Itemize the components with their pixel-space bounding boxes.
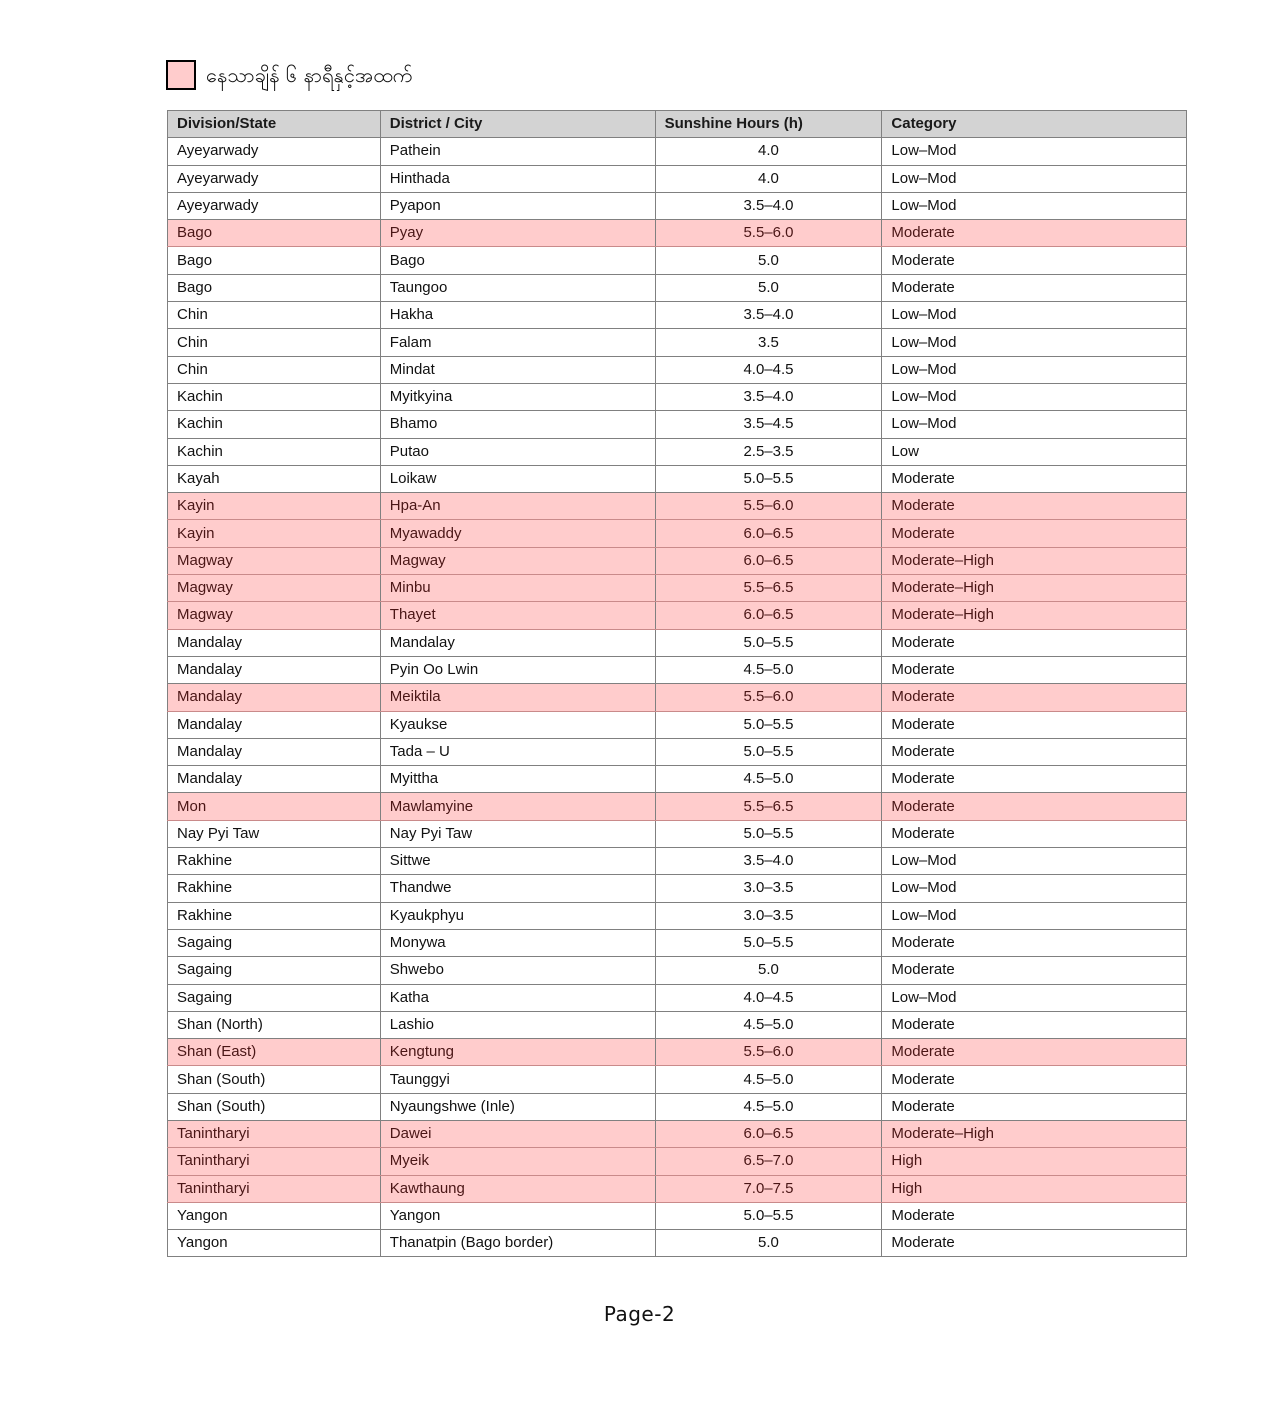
cell-city: Myitkyina <box>380 383 655 410</box>
cell-category: Moderate <box>882 1230 1187 1257</box>
table-row-highlighted <box>168 493 1187 520</box>
sunshine-table <box>167 110 1187 1257</box>
cell-hours: 5.0 <box>655 957 882 984</box>
table-row-highlighted <box>168 793 1187 820</box>
cell-hours: 5.0–5.5 <box>655 629 882 656</box>
cell-division: Kachin <box>168 438 381 465</box>
cell-division: Tanintharyi <box>168 1175 381 1202</box>
cell-category: Moderate <box>882 793 1187 820</box>
table-row <box>168 1093 1187 1120</box>
cell-hours: 5.0–5.5 <box>655 929 882 956</box>
cell-hours: 3.5–4.5 <box>655 411 882 438</box>
table-row <box>168 738 1187 765</box>
table-row <box>168 438 1187 465</box>
cell-category: Low–Mod <box>882 329 1187 356</box>
header-city: District / City <box>380 111 655 138</box>
cell-category: Moderate <box>882 1093 1187 1120</box>
table-body <box>168 138 1187 1257</box>
cell-hours: 4.0 <box>655 165 882 192</box>
cell-category: Moderate–High <box>882 1120 1187 1147</box>
cell-division: Mandalay <box>168 711 381 738</box>
cell-city: Magway <box>380 547 655 574</box>
table-row <box>168 766 1187 793</box>
cell-division: Ayeyarwady <box>168 138 381 165</box>
cell-city: Hpa-An <box>380 493 655 520</box>
table-row <box>168 165 1187 192</box>
cell-city: Monywa <box>380 929 655 956</box>
cell-division: Mandalay <box>168 629 381 656</box>
table-row <box>168 465 1187 492</box>
cell-division: Shan (North) <box>168 1011 381 1038</box>
table-row <box>168 957 1187 984</box>
table-row <box>168 902 1187 929</box>
cell-city: Putao <box>380 438 655 465</box>
cell-hours: 5.5–6.0 <box>655 684 882 711</box>
cell-hours: 4.5–5.0 <box>655 766 882 793</box>
cell-division: Sagaing <box>168 984 381 1011</box>
cell-hours: 5.0 <box>655 247 882 274</box>
cell-hours: 5.0 <box>655 274 882 301</box>
cell-hours: 3.5–4.0 <box>655 192 882 219</box>
cell-hours: 4.0 <box>655 138 882 165</box>
cell-hours: 4.5–5.0 <box>655 1066 882 1093</box>
cell-hours: 3.5 <box>655 329 882 356</box>
cell-division: Mandalay <box>168 684 381 711</box>
header-division: Division/State <box>168 111 381 138</box>
cell-city: Thayet <box>380 602 655 629</box>
cell-city: Mandalay <box>380 629 655 656</box>
cell-category: Moderate <box>882 220 1187 247</box>
cell-hours: 6.0–6.5 <box>655 602 882 629</box>
cell-division: Chin <box>168 329 381 356</box>
cell-hours: 6.0–6.5 <box>655 547 882 574</box>
cell-city: Meiktila <box>380 684 655 711</box>
cell-city: Kengtung <box>380 1039 655 1066</box>
cell-city: Minbu <box>380 575 655 602</box>
cell-city: Nyaungshwe (Inle) <box>380 1093 655 1120</box>
cell-category: Low–Mod <box>882 302 1187 329</box>
cell-division: Yangon <box>168 1230 381 1257</box>
cell-hours: 5.5–6.5 <box>655 575 882 602</box>
cell-category: Low–Mod <box>882 411 1187 438</box>
table-row-highlighted <box>168 602 1187 629</box>
cell-city: Hakha <box>380 302 655 329</box>
cell-category: Low–Mod <box>882 165 1187 192</box>
cell-category: Low–Mod <box>882 984 1187 1011</box>
cell-division: Yangon <box>168 1202 381 1229</box>
cell-category: Low–Mod <box>882 192 1187 219</box>
cell-division: Kayin <box>168 520 381 547</box>
cell-hours: 3.0–3.5 <box>655 875 882 902</box>
cell-division: Chin <box>168 356 381 383</box>
table-row <box>168 192 1187 219</box>
cell-hours: 5.0–5.5 <box>655 1202 882 1229</box>
table-row <box>168 1011 1187 1038</box>
page-number: Page-2 <box>603 1302 676 1326</box>
cell-hours: 5.0–5.5 <box>655 820 882 847</box>
cell-division: Magway <box>168 547 381 574</box>
cell-category: Moderate <box>882 1011 1187 1038</box>
cell-division: Bago <box>168 274 381 301</box>
cell-category: Moderate–High <box>882 547 1187 574</box>
cell-division: Kayin <box>168 493 381 520</box>
table-row <box>168 302 1187 329</box>
cell-hours: 4.5–5.0 <box>655 656 882 683</box>
cell-city: Tada – U <box>380 738 655 765</box>
cell-city: Myeik <box>380 1148 655 1175</box>
table-row-highlighted <box>168 1120 1187 1147</box>
cell-category: Moderate <box>882 629 1187 656</box>
cell-city: Pyin Oo Lwin <box>380 656 655 683</box>
cell-hours: 6.5–7.0 <box>655 1148 882 1175</box>
cell-city: Mindat <box>380 356 655 383</box>
table-row <box>168 1230 1187 1257</box>
cell-division: Mon <box>168 793 381 820</box>
cell-hours: 4.5–5.0 <box>655 1093 882 1120</box>
cell-city: Sittwe <box>380 848 655 875</box>
cell-division: Rakhine <box>168 902 381 929</box>
cell-city: Nay Pyi Taw <box>380 820 655 847</box>
cell-division: Ayeyarwady <box>168 192 381 219</box>
table-row-highlighted <box>168 520 1187 547</box>
cell-division: Magway <box>168 575 381 602</box>
cell-city: Taungoo <box>380 274 655 301</box>
cell-category: High <box>882 1148 1187 1175</box>
cell-division: Mandalay <box>168 656 381 683</box>
header-hours: Sunshine Hours (h) <box>655 111 882 138</box>
cell-division: Rakhine <box>168 848 381 875</box>
cell-city: Myittha <box>380 766 655 793</box>
cell-category: Low <box>882 438 1187 465</box>
cell-division: Kachin <box>168 383 381 410</box>
cell-hours: 5.5–6.0 <box>655 1039 882 1066</box>
header-category: Category <box>882 111 1187 138</box>
table-row <box>168 356 1187 383</box>
cell-category: Moderate <box>882 274 1187 301</box>
cell-hours: 3.5–4.0 <box>655 383 882 410</box>
cell-division: Magway <box>168 602 381 629</box>
cell-hours: 3.5–4.0 <box>655 848 882 875</box>
cell-city: Katha <box>380 984 655 1011</box>
cell-category: Moderate <box>882 1066 1187 1093</box>
cell-category: Moderate <box>882 1202 1187 1229</box>
cell-city: Pyapon <box>380 192 655 219</box>
table-row-highlighted <box>168 220 1187 247</box>
cell-city: Mawlamyine <box>380 793 655 820</box>
cell-hours: 4.5–5.0 <box>655 1011 882 1038</box>
table-row-highlighted <box>168 1175 1187 1202</box>
table-row <box>168 1202 1187 1229</box>
cell-division: Shan (South) <box>168 1093 381 1120</box>
table-row <box>168 629 1187 656</box>
cell-category: Moderate <box>882 929 1187 956</box>
table-header-row <box>168 111 1187 138</box>
table-row <box>168 711 1187 738</box>
cell-category: Moderate <box>882 957 1187 984</box>
cell-city: Lashio <box>380 1011 655 1038</box>
table-row <box>168 411 1187 438</box>
table-row-highlighted <box>168 575 1187 602</box>
table-row-highlighted <box>168 547 1187 574</box>
table-row <box>168 247 1187 274</box>
cell-category: Moderate <box>882 520 1187 547</box>
cell-division: Sagaing <box>168 957 381 984</box>
legend <box>166 59 412 91</box>
cell-city: Yangon <box>380 1202 655 1229</box>
legend-swatch <box>166 60 196 90</box>
cell-hours: 5.0–5.5 <box>655 711 882 738</box>
cell-category: Low–Mod <box>882 383 1187 410</box>
cell-city: Taunggyi <box>380 1066 655 1093</box>
table-row-highlighted <box>168 1148 1187 1175</box>
cell-hours: 6.0–6.5 <box>655 520 882 547</box>
cell-category: Moderate <box>882 738 1187 765</box>
cell-division: Nay Pyi Taw <box>168 820 381 847</box>
cell-division: Bago <box>168 220 381 247</box>
cell-hours: 4.0–4.5 <box>655 356 882 383</box>
cell-city: Pathein <box>380 138 655 165</box>
cell-category: Low–Mod <box>882 875 1187 902</box>
cell-category: Moderate <box>882 820 1187 847</box>
cell-division: Sagaing <box>168 929 381 956</box>
cell-division: Kayah <box>168 465 381 492</box>
table-row <box>168 329 1187 356</box>
cell-category: Moderate <box>882 1039 1187 1066</box>
cell-category: Moderate <box>882 711 1187 738</box>
cell-category: Moderate <box>882 247 1187 274</box>
cell-hours: 7.0–7.5 <box>655 1175 882 1202</box>
table-row <box>168 929 1187 956</box>
cell-city: Kyaukphyu <box>380 902 655 929</box>
cell-hours: 4.0–4.5 <box>655 984 882 1011</box>
cell-category: Low–Mod <box>882 138 1187 165</box>
cell-category: Moderate <box>882 493 1187 520</box>
cell-category: High <box>882 1175 1187 1202</box>
cell-category: Moderate <box>882 684 1187 711</box>
cell-division: Mandalay <box>168 738 381 765</box>
cell-hours: 5.0 <box>655 1230 882 1257</box>
cell-hours: 5.5–6.5 <box>655 793 882 820</box>
cell-category: Low–Mod <box>882 356 1187 383</box>
table-row <box>168 875 1187 902</box>
cell-category: Moderate–High <box>882 575 1187 602</box>
cell-division: Bago <box>168 247 381 274</box>
cell-hours: 2.5–3.5 <box>655 438 882 465</box>
cell-hours: 5.0–5.5 <box>655 465 882 492</box>
cell-city: Falam <box>380 329 655 356</box>
cell-city: Loikaw <box>380 465 655 492</box>
table-row <box>168 820 1187 847</box>
cell-hours: 6.0–6.5 <box>655 1120 882 1147</box>
cell-division: Tanintharyi <box>168 1148 381 1175</box>
table-row <box>168 1066 1187 1093</box>
cell-city: Myawaddy <box>380 520 655 547</box>
cell-city: Kyaukse <box>380 711 655 738</box>
cell-division: Rakhine <box>168 875 381 902</box>
cell-hours: 3.0–3.5 <box>655 902 882 929</box>
table-row <box>168 138 1187 165</box>
table-row-highlighted <box>168 684 1187 711</box>
table-row <box>168 383 1187 410</box>
cell-division: Tanintharyi <box>168 1120 381 1147</box>
cell-hours: 5.5–6.0 <box>655 493 882 520</box>
cell-division: Ayeyarwady <box>168 165 381 192</box>
cell-division: Mandalay <box>168 766 381 793</box>
cell-division: Kachin <box>168 411 381 438</box>
cell-city: Kawthaung <box>380 1175 655 1202</box>
cell-category: Moderate <box>882 766 1187 793</box>
cell-category: Moderate–High <box>882 602 1187 629</box>
cell-category: Low–Mod <box>882 902 1187 929</box>
cell-city: Thandwe <box>380 875 655 902</box>
cell-city: Pyay <box>380 220 655 247</box>
cell-division: Shan (East) <box>168 1039 381 1066</box>
cell-category: Moderate <box>882 656 1187 683</box>
cell-category: Low–Mod <box>882 848 1187 875</box>
table-row-highlighted <box>168 1039 1187 1066</box>
cell-city: Bago <box>380 247 655 274</box>
cell-city: Bhamo <box>380 411 655 438</box>
cell-city: Thanatpin (Bago border) <box>380 1230 655 1257</box>
cell-hours: 5.0–5.5 <box>655 738 882 765</box>
table-row <box>168 984 1187 1011</box>
cell-city: Shwebo <box>380 957 655 984</box>
cell-hours: 5.5–6.0 <box>655 220 882 247</box>
cell-hours: 3.5–4.0 <box>655 302 882 329</box>
cell-division: Shan (South) <box>168 1066 381 1093</box>
table-row <box>168 274 1187 301</box>
cell-division: Chin <box>168 302 381 329</box>
table-row <box>168 848 1187 875</box>
legend-text: နေသာချိန် ၆ နာရီနှင့်အထက် <box>206 63 413 87</box>
cell-city: Hinthada <box>380 165 655 192</box>
cell-city: Dawei <box>380 1120 655 1147</box>
table-row <box>168 656 1187 683</box>
cell-category: Moderate <box>882 465 1187 492</box>
